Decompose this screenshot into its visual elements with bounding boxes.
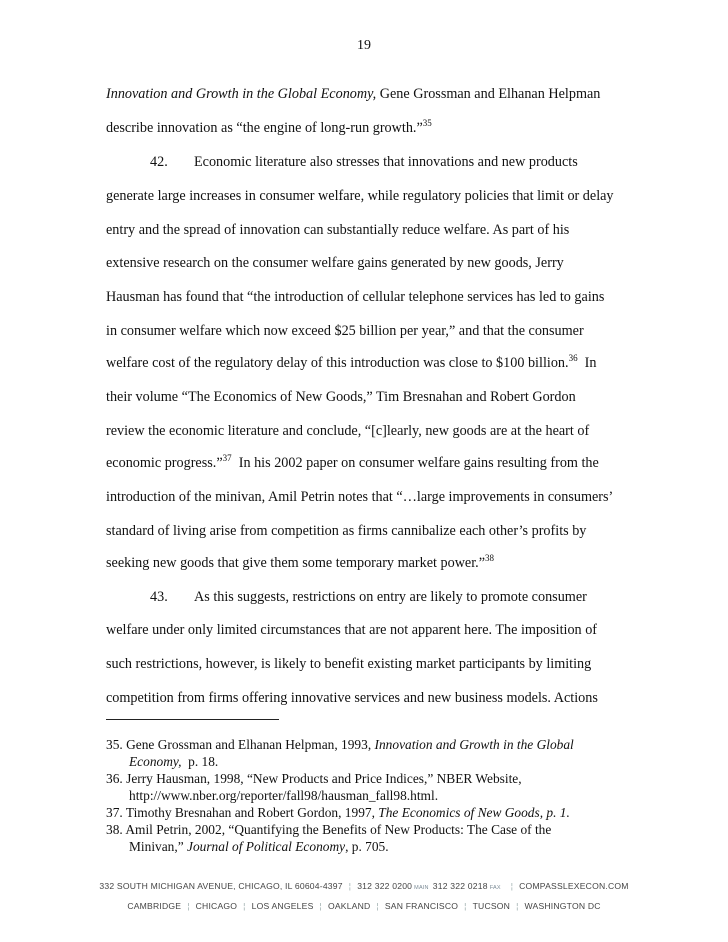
body-line: economic progress.”$^{37}$ In his 2002 paper on consumer welfare gains resulting from the bbox=[106, 453, 599, 471]
city: CAMBRIDGE bbox=[127, 901, 182, 911]
city: OAKLAND bbox=[327, 901, 371, 911]
city: WASHINGTON DC bbox=[524, 901, 601, 911]
body-line: seeking new goods that give them some temporary market power.”$^{38}$ bbox=[106, 553, 495, 571]
paragraph-number: 42. bbox=[150, 154, 168, 170]
letterhead-contact: 332 SOUTH MICHIGAN AVENUE, CHICAGO, IL 60604-4397 ¦ 312 322 0200 MAIN 312 322 0218 FAX ¦ COMPASSLEXECON.COM bbox=[99, 881, 629, 891]
body-line: such restrictions, however, is likely to benefit existing market participants by limiting bbox=[106, 656, 592, 672]
letterhead-phone-main: 312 322 0200 bbox=[357, 881, 413, 891]
body-line: in consumer welfare which now exceed $25 billion per year,” and that the consumer bbox=[106, 323, 584, 339]
letterhead-phone-fax: 312 322 0218 bbox=[432, 881, 488, 891]
paragraph-start: 43. As this suggests, restrictions on entry are likely to promote consumer bbox=[150, 589, 587, 605]
body-line: competition from firms offering innovative services and new business models. Actions bbox=[106, 690, 598, 706]
body-line: welfare cost of the regulatory delay of this introduction was close to $100 billion.$^{36}$ In bbox=[106, 353, 597, 371]
footnote-35-cont: Economy, p. 18. bbox=[129, 754, 219, 769]
body-line: welfare under only limited circumstances that are not apparent here. The imposition of bbox=[106, 622, 598, 638]
footnote-ref[interactable]: 35 bbox=[422, 118, 432, 128]
separator: ¦ bbox=[510, 881, 514, 891]
paragraph-start: 42. Economic literature also stresses that innovations and new products bbox=[150, 154, 578, 170]
separator: ¦ bbox=[348, 881, 352, 891]
body-line: Innovation and Growth in the Global Economy, Gene Grossman and Elhanan Helpman bbox=[106, 86, 601, 102]
footnote-36: 36. Jerry Hausman, 1998, “New Products and Price Indices,” NBER Website, bbox=[106, 771, 522, 786]
paragraph-number: 43. bbox=[150, 589, 168, 605]
city: TUCSON bbox=[472, 901, 511, 911]
city: CHICAGO bbox=[195, 901, 238, 911]
body-line: describe innovation as “the engine of long-run growth.”$^{35}$ bbox=[106, 118, 432, 136]
footnote-35: 35. Gene Grossman and Elhanan Helpman, 1993, Innovation and Growth in the Global bbox=[106, 737, 574, 752]
letterhead-cities: CAMBRIDGE ¦ CHICAGO ¦ LOS ANGELES ¦ OAKLAND ¦ SAN FRANCISCO ¦ TUCSON ¦ WASHINGTON DC bbox=[127, 901, 601, 911]
footnote-ref[interactable]: 36 bbox=[568, 353, 578, 363]
body-line: standard of living arise from competition as firms cannibalize each other’s profits by bbox=[106, 523, 587, 539]
body-line: Hausman has found that “the introduction of cellular telephone services has led to gains bbox=[106, 289, 605, 305]
footnote-38-cont: Minivan,” Journal of Political Economy, p. 705. bbox=[129, 839, 389, 854]
footnote-36-url[interactable]: http://www.nber.org/reporter/fall98/hausman_fall98.html. bbox=[129, 788, 439, 803]
letterhead-address: 332 SOUTH MICHIGAN AVENUE, CHICAGO, IL 60604-4397 bbox=[99, 881, 343, 891]
body-line: generate large increases in consumer welfare, while regulatory policies that limit or delay bbox=[106, 188, 614, 204]
page-number: 19 bbox=[357, 38, 371, 53]
body-line: their volume “The Economics of New Goods,” Tim Bresnahan and Robert Gordon bbox=[106, 389, 576, 405]
body-line: introduction of the minivan, Amil Petrin notes that “…large improvements in consumers’ bbox=[106, 489, 614, 505]
letterhead-website[interactable]: COMPASSLEXECON.COM bbox=[519, 881, 629, 891]
body-line: extensive research on the consumer welfare gains generated by new goods, Jerry bbox=[106, 255, 564, 271]
footnote-ref[interactable]: 38 bbox=[485, 553, 495, 563]
city: LOS ANGELES bbox=[251, 901, 314, 911]
body-line: entry and the spread of innovation can substantially reduce welfare. As part of his bbox=[106, 222, 570, 238]
body-line: review the economic literature and conclude, “[c]learly, new goods are at the heart of bbox=[106, 423, 590, 439]
city: SAN FRANCISCO bbox=[384, 901, 459, 911]
footnote-37: 37. Timothy Bresnahan and Robert Gordon, 1997, The Economics of New Goods, p. 1. bbox=[106, 805, 570, 820]
footnote-divider bbox=[106, 719, 279, 720]
footnote-ref[interactable]: 37 bbox=[222, 453, 232, 463]
footnote-38: 38. Amil Petrin, 2002, “Quantifying the Benefits of New Products: The Case of the bbox=[106, 822, 552, 837]
